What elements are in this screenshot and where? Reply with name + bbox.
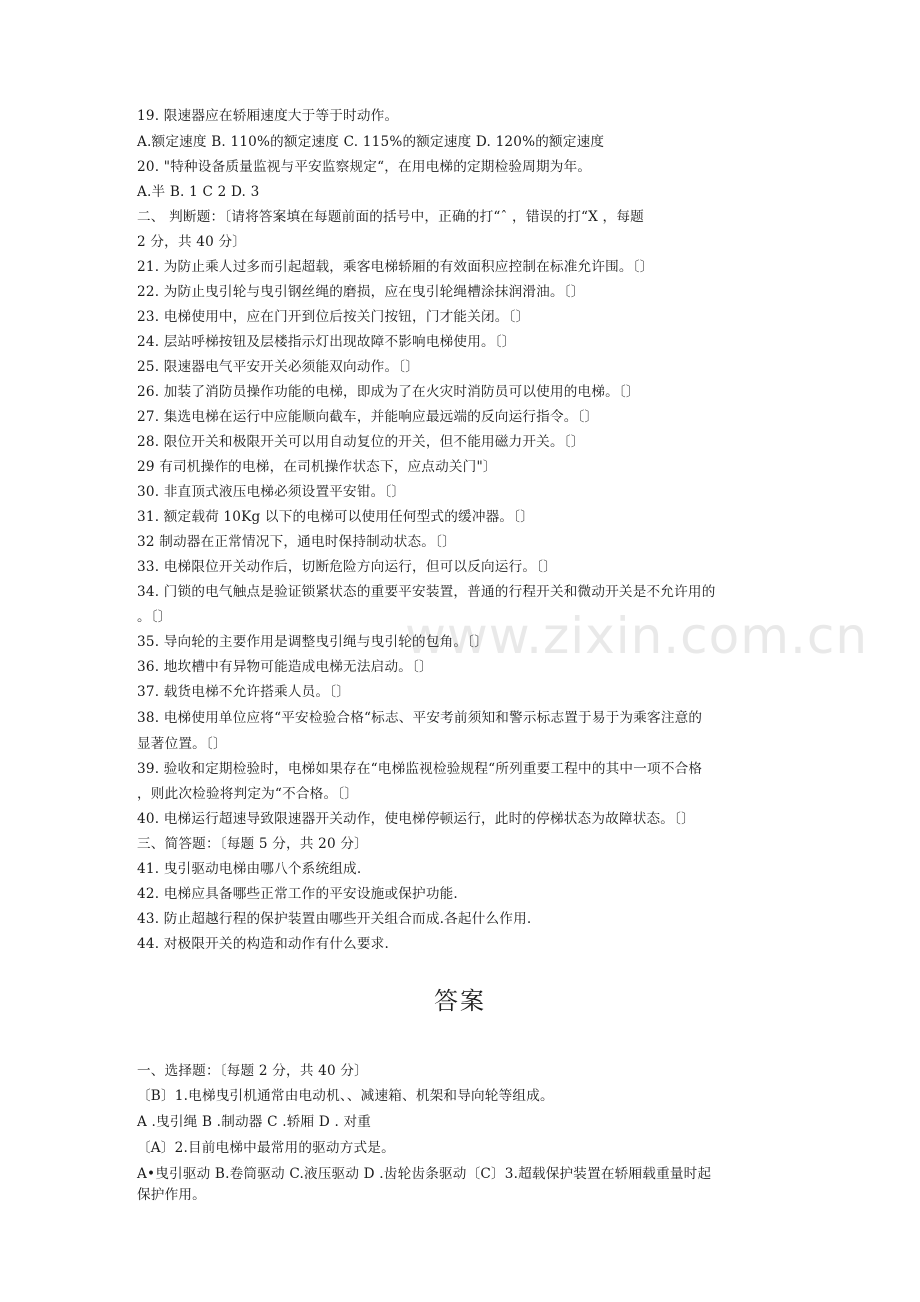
question-38-cont: 显著位置。〔〕 — [137, 736, 227, 752]
question-26: 26. 加装了消防员操作功能的电梯，即成为了在火灾时消防员可以使用的电梯。〔〕 — [137, 384, 640, 400]
question-23: 23. 电梯使用中，应在门开到位后按关门按钮，门才能关闭。〔〕 — [137, 309, 530, 325]
question-30: 30. 非直顶式液压电梯必须设置平安钳。〔〕 — [137, 484, 406, 500]
question-19: 19. 限速器应在轿厢速度大于等于时动作。 — [137, 108, 399, 124]
answer-2: 〔A〕2.目前电梯中最常用的驱动方式是。 — [137, 1140, 395, 1156]
question-34-cont: 。〔〕 — [137, 609, 172, 625]
question-39-cont: ，则此次检验将判定为“不合格。〔〕 — [137, 786, 359, 802]
question-27: 27. 集选电梯在运行中应能顺向截车，并能响应最远端的反向运行指令。〔〕 — [137, 409, 599, 425]
question-37: 37. 载货电梯不允许搭乘人员。〔〕 — [137, 684, 351, 700]
question-39: 39. 验收和定期检验时，电梯如果存在“电梯监视检验规程“所列重要工程中的其中一项不合格 — [137, 761, 703, 777]
section-judgement-heading-cont: 2 分，共 40 分〕 — [137, 234, 247, 250]
question-25: 25. 限速器电气平安开关必须能双向动作。〔〕 — [137, 359, 420, 375]
question-22: 22. 为防止曳引轮与曳引钢丝绳的磨损，应在曳引轮绳槽涂抹润滑油。〔〕 — [137, 284, 585, 300]
question-38: 38. 电梯使用单位应将“平安检验合格“标志、平安考前须知和警示标志置于易于为乘客注意的 — [137, 710, 703, 726]
question-29: 29 有司机操作的电梯，在司机操作状态下，应点动关门"〕 — [137, 459, 497, 475]
question-24: 24. 层站呼梯按钮及层楼指示灯出现故障不影响电梯使用。〔〕 — [137, 334, 516, 350]
answer-2-options: A•曳引驱动 B.卷筒驱动 C.液压驱动 D .齿轮齿条驱动〔C〕3.超载保护装置在轿厢载重量时起 — [137, 1166, 712, 1182]
question-21: 21. 为防止乘人过多而引起超载，乘客电梯轿厢的有效面积应控制在标准允许围。〔〕 — [137, 259, 654, 275]
question-36: 36. 地坎槽中有异物可能造成电梯无法启动。〔〕 — [137, 659, 433, 675]
question-33: 33. 电梯限位开关动作后，切断危险方向运行，但可以反向运行。〔〕 — [137, 559, 557, 575]
question-19-options: A.额定速度 B. 110%的额定速度 C. 115%的额定速度 D. 120%的额定速度 — [137, 134, 605, 150]
question-42: 42. 电梯应具备哪些正常工作的平安设施或保护功能. — [137, 886, 458, 902]
question-20-options: A.半 B. 1 C 2 D. 3 — [137, 184, 260, 200]
question-41: 41. 曳引驱动电梯由哪八个系统组成. — [137, 861, 362, 877]
answer-heading: 答案 — [434, 987, 486, 1015]
question-34: 34. 门锁的电气触点是验证锁紧状态的重要平安装置，普通的行程开关和微动开关是不允许用的 — [137, 584, 716, 600]
question-20: 20. "特种设备质量监视与平安监察规定“，在用电梯的定期检验周期为年。 — [137, 159, 592, 175]
question-35: 35. 导向轮的主要作用是调整曳引绳与曳引轮的包角。〔〕 — [137, 634, 488, 650]
answer-1: 〔B〕1.电梯曳引机通常由电动机、、减速箱、机架和导向轮等组成。 — [137, 1088, 554, 1104]
answer-3-cont: 保护作用。 — [137, 1187, 206, 1203]
question-44: 44. 对极限开关的构造和动作有什么要求. — [137, 936, 389, 952]
question-32: 32 制动器在正常情况下，通电时保持制动状态。〔〕 — [137, 534, 456, 550]
answer-section-heading: 一、选择题：〔每题 2 分，共 40 分〕 — [137, 1063, 368, 1079]
question-43: 43. 防止超越行程的保护装置由哪些开关组合而成.各起什么作用. — [137, 911, 532, 927]
watermark: www.zixin.com.cn — [405, 607, 869, 665]
answer-1-options: A .曳引绳 B .制动器 C .轿厢 D . 对重 — [137, 1114, 372, 1130]
section-short-answer-heading: 三、简答题：〔每题 5 分，共 20 分〕 — [137, 836, 368, 852]
question-28: 28. 限位开关和极限开关可以用自动复位的开关，但不能用磁力开关。〔〕 — [137, 434, 585, 450]
section-judgement-heading: 二、 判断题：〔请将答案填在每题前面的括号中，正确的打“ˆ ，错误的打“X ，每题 — [137, 209, 644, 225]
question-40: 40. 电梯运行超速导致限速器开关动作，使电梯停顿运行，此时的停梯状态为故障状态。〔〕 — [137, 811, 695, 827]
question-31: 31. 额定载荷 10Kg 以下的电梯可以使用任何型式的缓冲器。〔〕 — [137, 509, 534, 525]
